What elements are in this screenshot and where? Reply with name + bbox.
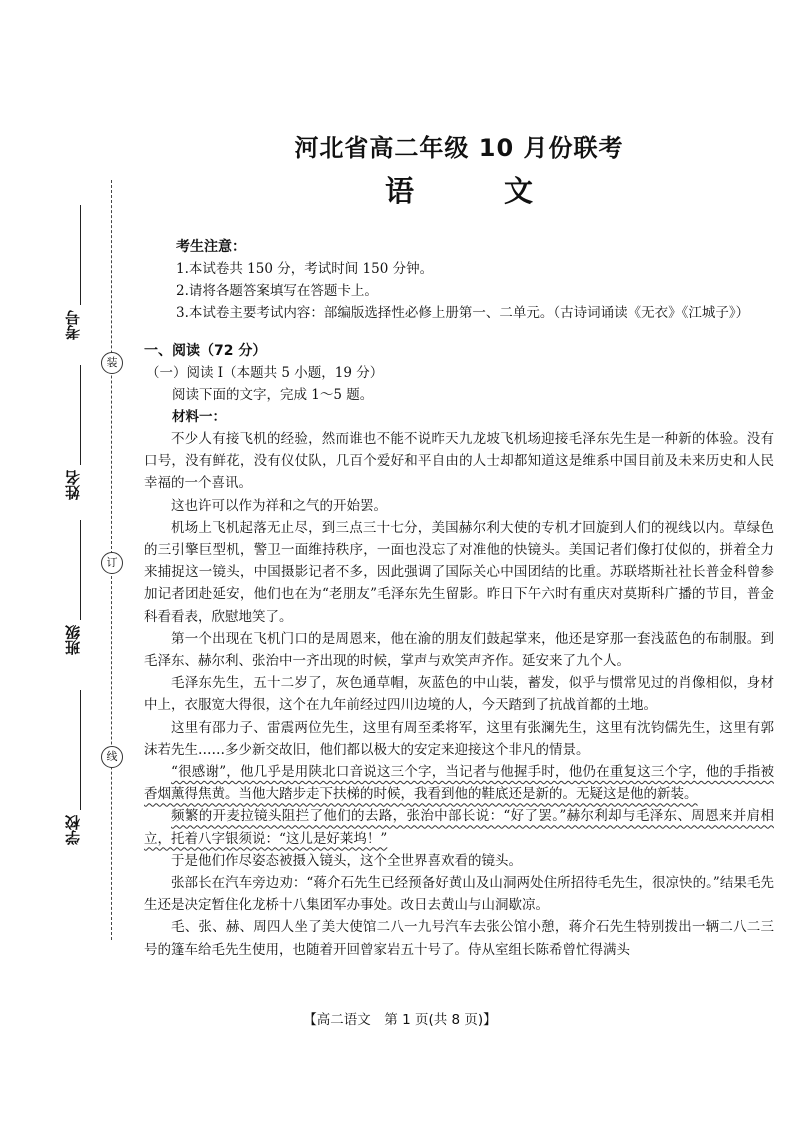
exam-subject: 语 文 [384,174,574,208]
section-title: 一、阅读（72 分） [144,343,267,359]
wavy-underlined-text: 频繁的开麦拉镜头阻拦了他们的去路，张治中部长说：“好了罢。”赫尔利却与毛泽东、周恩来并肩相立，托着八字银须说：“这儿是好莱坞！” [144,808,774,847]
paragraph: 第一个出现在飞机门口的是周恩来，他在渝的朋友们鼓起掌来，他还是穿那一套浅蓝色的布制服。到毛泽东、赫尔利、张治中一齐出现的时候，掌声与欢笑声齐作。延安来了九个人。 [144,630,774,670]
article-body [144,428,774,961]
instruction: 阅读下面的文字，完成 1～5 题。 [172,387,374,403]
paragraph: 这里有邵力子、雷震两位先生，这里有周至柔将军，这里有张澜先生，这里有沈钧儒先生，这里有郭沫若先生……多少新交故旧，他们都以极大的安定来迎接这个非凡的情景。 [144,719,774,758]
paragraph: 这也许可以作为祥和之气的开始罢。 [171,497,387,514]
binding-margin [0,0,130,1128]
page-footer: 【高二语文 第 1 页(共 8 页)】 [303,1012,497,1028]
margin-label-exam-number: 考号 [64,310,82,340]
paragraph: 毛泽东先生，五十二岁了，灰色通草帽，灰蓝色的中山装，蓄发，似乎与惯常见过的肖像相似，身材中上，衣服宽大得很，这个在九年前经过四川边境的人，今天踏到了抗战首都的土地。 [144,675,774,714]
margin-fill-line [80,520,81,620]
seal-mark-zhuang: 装 [101,352,123,374]
notice-item: 3.本试卷主要考试内容：部编版选择性必修上册第一、二单元。（古诗词诵读《无衣》《江城子》） [176,305,750,321]
margin-fill-line [80,690,81,810]
exam-title: 河北省高二年级 10 月份联考 [294,134,624,162]
notice-item: 2.请将各题答案填写在答题卡上。 [176,283,378,299]
paragraph: 毛、张、赫、周四人坐了美大使馆二八一九号汽车去张公馆小憩，蒋介石先生特别拨出一辆二八二三号的篷车给毛先生使用，也随着开回曾家岩五十号了。侍从室组长陈希曾忙得满头 [144,919,774,958]
paragraph-wavy [144,805,774,849]
margin-label-class: 班级 [64,625,82,655]
margin-fill-line [80,205,81,305]
seal-mark-xian: 线 [101,746,123,768]
paragraph: 于是他们作尽姿态被摄入镜头，这个全世界喜欢看的镜头。 [171,852,522,869]
margin-label-name: 姓名 [64,470,82,500]
paragraph: 不少人有接飞机的经验，然而谁也不能不说昨天九龙坡飞机场迎接毛泽东先生是一种新的体验。没有口号，没有鲜花，没有仪仗队，几百个爱好和平自由的人士却都知道这是维系中国目前及未来历史和人民幸福的一个喜讯。 [144,431,774,492]
paragraph: 机场上飞机起落无止尽，到三点三十七分，美国赫尔利大使的专机才回旋到人们的视线以内。草绿色的三引擎巨型机，警卫一面维持秩序，一面也没忘了对准他的快镜头。美国记者们像打仗似的，拼着全力来捕捉这一镜头，中国摄影记者不多，因此强调了国际关心中国团结的比重。苏联塔斯社社长普金科曾参加记者团赴延安，他们也在为“老朋友”毛泽东先生留影。昨日下午六时有重庆对莫斯科广播的节目，普金科看看表，欣慰地笑了。 [144,519,774,625]
notice-heading: 考生注意： [176,239,246,255]
page-content [144,128,774,961]
margin-fill-line [80,365,81,465]
paragraph: 张部长在汽车旁边劝：“蒋介石先生已经预备好黄山及山洞两处住所招待毛先生，很凉快的。”结果毛先生还是决定暂住化龙桥十八集团军办事处。改日去黄山与山洞歇凉。 [144,875,774,914]
exam-notice [144,236,774,324]
paragraph-wavy [144,761,774,805]
margin-label-school: 学校 [64,815,82,845]
seal-mark-ding: 订 [101,552,123,574]
subsection-title: （一）阅读 Ⅰ（本题共 5 小题，19 分） [146,365,384,381]
wavy-underlined-text: “很感谢”，他几乎是用陕北口音说这三个字，当记者与他握手时，他仍在重复这三个字，他的手指被香烟薰得焦黄。当他大踏步走下扶梯的时候，我看到他的鞋底还是新的。无疑这是他的新装。 [144,764,774,803]
notice-item: 1.本试卷共 150 分，考试时间 150 分钟。 [176,261,434,277]
material-heading: 材料一： [172,409,226,425]
